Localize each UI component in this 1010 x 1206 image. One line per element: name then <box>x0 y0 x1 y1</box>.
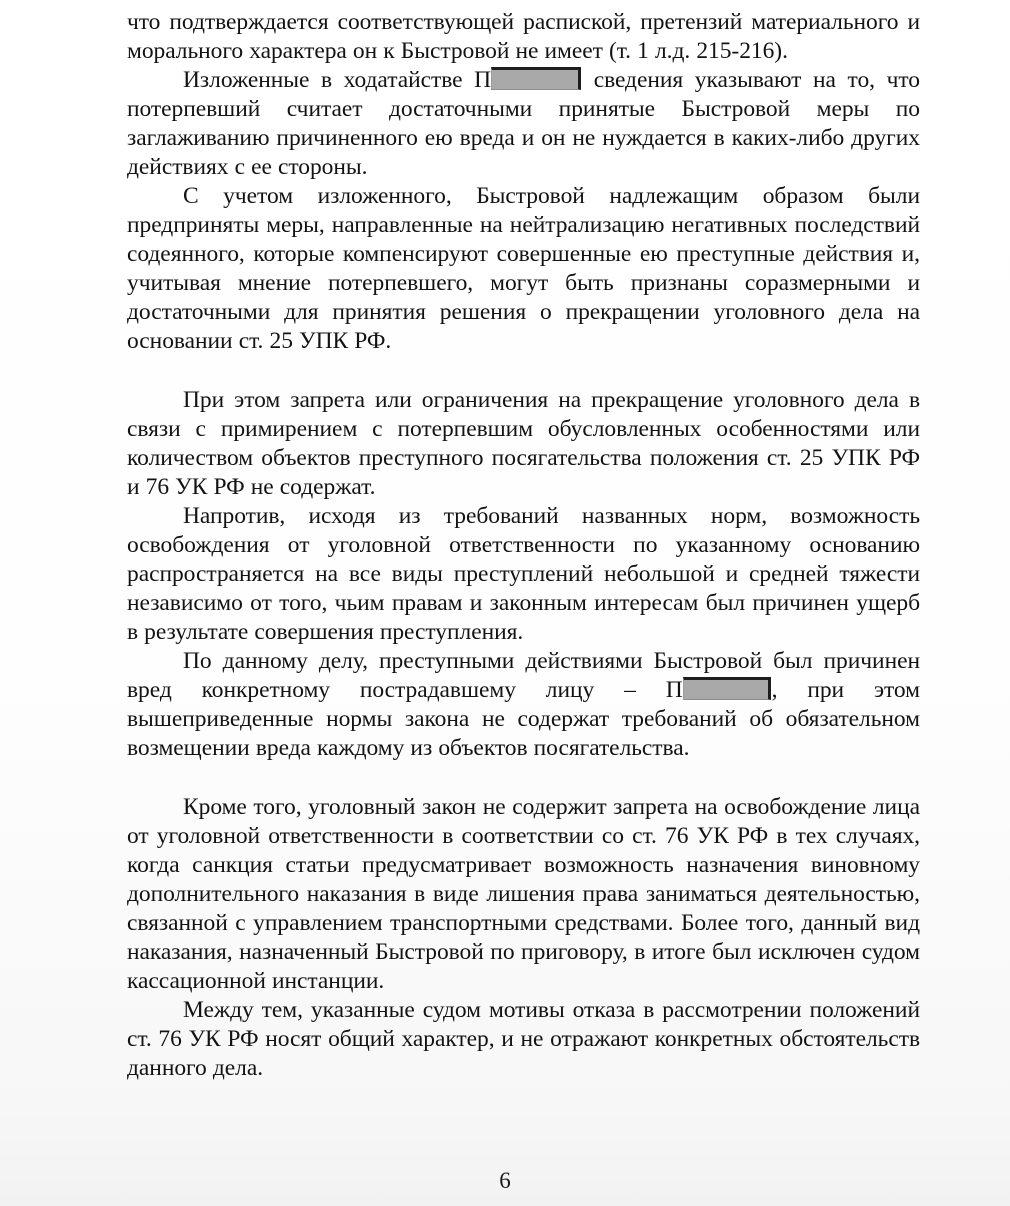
paragraph <box>127 793 920 996</box>
paragraph-block <box>127 793 920 1083</box>
page-number: 6 <box>499 1168 511 1193</box>
document-text-column <box>127 8 920 1083</box>
text-run: По данному делу, преступными действиями Быстровой был причинен вред конкретному пострадавшему лицу – П <box>127 648 920 703</box>
paragraph <box>127 996 920 1083</box>
paragraph-block-gap <box>127 356 920 386</box>
redaction-box <box>491 67 581 90</box>
text-run: Напротив, исходя из требований названных норм, возможность освобождения от уголовной ответственности по указанному основанию распространяется на все виды преступлений небольшой и средней тяжести независимо от того, чьим правам и законным интересам был причинен ущерб в результате совершения преступления. <box>127 503 920 645</box>
paragraph <box>127 66 920 182</box>
text-run: Между тем, указанные судом мотивы отказа в рассмотрении положений ст. 76 УК РФ носят общий характер, и не отражают конкретных обстоятельств данного дела. <box>127 997 920 1081</box>
paragraph-block-gap <box>127 763 920 793</box>
text-run: Кроме того, уголовный закон не содержит запрета на освобождение лица от уголовной ответственности в соответствии со ст. 76 УК РФ в тех случаях, когда санкция статьи предусматривает возможность назначения виновному дополнительного наказания в виде лишения права заниматься деятельностью, связанной с управлением транспортными средствами. Более того, данный вид наказания, назначенный Быстровой по приговору, в итоге был исключен судом кассационной инстанции. <box>127 794 920 994</box>
redaction-box <box>683 677 771 700</box>
text-run: сведения указывают на то, что потерпевший считает достаточными принятые Быстровой меры по заглаживанию причиненного ею вреда и он не нуждается в каких-либо других действиях с ее стороны. <box>127 67 921 180</box>
document-body <box>127 8 920 1083</box>
text-run: что подтверждается соответствующей распиской, претензий материального и морального характера он к Быстровой не имеет (т. 1 л.д. 215-216). <box>127 9 920 64</box>
paragraph <box>127 502 920 647</box>
paragraph <box>127 8 920 66</box>
text-run: Изложенные в ходатайстве П <box>183 67 492 93</box>
text-run: , при этом вышеприведенные нормы закона не содержат требований об обязательном возмещении вреда каждому из объектов посягательства. <box>127 677 920 761</box>
text-run: С учетом изложенного, Быстровой надлежащим образом были предприняты меры, направленные на нейтрализацию негативных последствий содеянного, которые компенсируют совершенные ею преступные действия и, учитывая мнение потерпевшего, могут быть признаны соразмерными и достаточными для принятия решения о прекращении уголовного дела на основании ст. 25 УПК РФ. <box>127 183 920 354</box>
text-run: При этом запрета или ограничения на прекращение уголовного дела в связи с примирением с потерпевшим обусловленных особенностями или количеством объектов преступного посягательства положения ст. 25 УПК РФ и 76 УК РФ не содержат. <box>127 387 920 500</box>
paragraph <box>127 386 920 502</box>
paragraph-block <box>127 386 920 763</box>
paragraph-block <box>127 8 920 356</box>
paragraph <box>127 647 920 763</box>
paragraph <box>127 182 920 356</box>
